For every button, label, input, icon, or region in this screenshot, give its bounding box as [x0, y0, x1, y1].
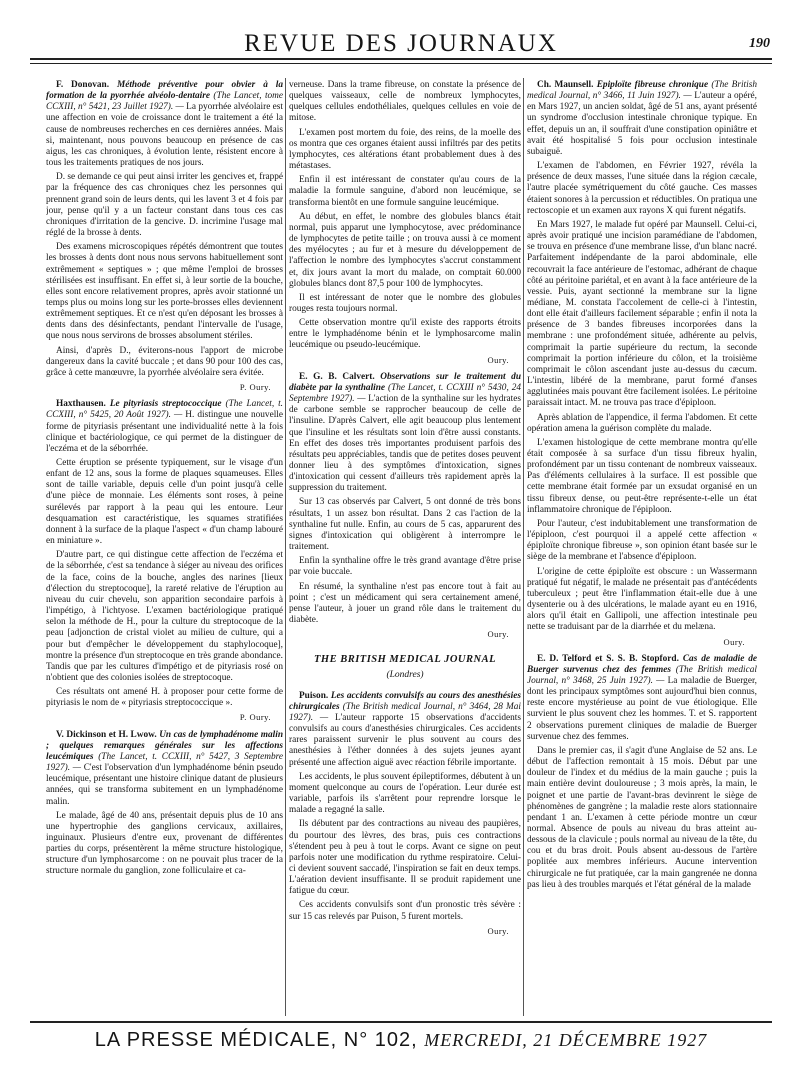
- article-paragraph: [46, 730, 283, 808]
- article-signature: Oury.: [487, 629, 509, 640]
- article-paragraph: Ils débutent par des contractions au niveau des paupières, du pourtour des lèvres, des bras, puis ces contractions s'étendent peu à peu à tout le corps. Avant ce signe on peut parfois noter une modification du rythme respiratoire. Celui-ci devient souvent saccadé, l'inspiration se fait en deux temps. L'aération devient insuffisante. Il se produit rapidement une fatigue du cœur.: [289, 819, 521, 897]
- article-title: Les accidents convulsifs au cours des anesthésies chirurgicales: [289, 690, 521, 712]
- article-reference: (The Lancet, t. CCXIII, n° 5425, 20 Août 1927). —: [46, 399, 283, 421]
- article-paragraph: Il est intéressant de noter que le nombre des globules rouges resta toujours normal.: [289, 292, 521, 314]
- column-divider: [285, 78, 286, 1016]
- column-divider: [523, 78, 524, 1016]
- article: [289, 691, 521, 937]
- article: [527, 80, 757, 648]
- article-authors: Ch. Maunsell.: [537, 80, 594, 90]
- article-paragraph: Dans le premier cas, il s'agit d'une Anglaise de 52 ans. Le début de l'affection remontait à 15 mois. Début par une douleur de l'index et du médius de la main gauche ; puis la main entière devint douloureuse ; 3 mois après, la main, le poignet et une partie de l'avant-bras devinrent le siège de phénomènes de gangrène ; la maladie reste alors stationnaire pendant 1 an. L'examen à cette période montre un cœur normal. Absence de pouls au niveau du bras atteint au-dessous de la clavicule ; pouls normal au niveau de la tête, du cou et du bras droit. Pouls absent au-dessous de l'artère poplitée aux membres inférieurs. Aucune intervention chirurgicale ne fut pratiquée, car la main gangrenée ne donna pas lieu à des troubles marqués et l'état général de la malade: [527, 745, 757, 890]
- article-authors: F. Donovan.: [56, 80, 110, 90]
- journal-section-title: THE BRITISH MEDICAL JOURNAL: [313, 654, 497, 666]
- article-paragraph: [527, 80, 757, 158]
- article-reference: (The Lancet, t. CCXIII n° 5430, 24 Septembre 1927). —: [289, 382, 521, 405]
- article-paragraph: [527, 654, 757, 743]
- article-paragraph-text: L'action de la synthaline sur les hydrates de carbone semble se rapprocher beaucoup de celle de l'insuline. D'après Calvert, elle agit beaucoup plus lentement que l'insuline et les résultats sont loin d'être aussi constants. En effet des doses très importantes produisent parfois des résultats peu appréciables, tandis que de petites doses peuvent donner lieu à des symptômes d'intoxication, signes d'intoxication qui cessent d'ailleurs très rapidement après la suppression du traitement.: [289, 394, 521, 494]
- journal-section-city: (Londres): [386, 669, 424, 680]
- article-reference: (The British medical Journal, n° 3464, 28 Mai 1927). —: [289, 701, 521, 723]
- column-2: [289, 80, 521, 1015]
- footer-date: MERCREDI, 21 DÉCEMBRE 1927: [424, 1030, 708, 1050]
- article-title: Cas de maladie de Buerger survenus chez des femmes: [527, 653, 757, 675]
- article-signature: P. Oury.: [239, 382, 271, 393]
- article: [46, 399, 283, 723]
- article-paragraph: [46, 80, 283, 169]
- article-signature: Oury.: [487, 354, 509, 365]
- article-paragraph: Après ablation de l'appendice, il ferma l'abdomen. Et cette opération amena la guérison complète du malade.: [527, 412, 757, 434]
- article-signature: P. Oury.: [239, 712, 271, 723]
- article-paragraph-text: L'auteur rapporte 15 observations d'accidents convulsifs au cours d'anesthésies chirurgicales. Ces accidents rares paraissent survenir le plus souvent au cours des anesthésies à l'éther données à des sujets jeunes ayant présenté une affection aiguë avec réaction fébrile importante.: [289, 712, 521, 768]
- article-paragraph: L'origine de cette épiploïte est obscure : un Wassermann pratiqué fut négatif, le malade ne présentait pas d'antécédents tuberculeux ; peut être l'inflammation était-elle due à une dysenterie ou à des ulcérations, le malade ayant eu en 1916, alors qu'il était en Gallipoli, une affection intestinale peu nette se traduisant par de la diarrhée et du melæna.: [527, 566, 757, 633]
- article-reference: (The Lancet, tome CCXIII, n° 5421, 23 Juillet 1927). —: [46, 91, 283, 113]
- article-title: Un cas de lymphadénome malin ; quelques remarques générales sur les affections leucémiques: [46, 729, 283, 762]
- header-rule-thin: [30, 63, 772, 64]
- article-paragraph: Ces accidents convulsifs sont d'un pronostic très sévère : sur 15 cas relevés par Puison, 5 furent mortels.: [289, 900, 521, 922]
- article-paragraph: Enfin il est intéressant de constater qu'au cours de la maladie la formule sanguine, d'abord non leucémique, se transforma bientôt en une formule sanguine leucémique.: [289, 175, 521, 208]
- article-title: Observations sur le traitement du diabète par la synthaline: [289, 371, 521, 393]
- article-paragraph-text: La pyorrhée alvéolaire est une affection en voie de croissance dont le traitement a été la cause de nombreuses recherches en ces dernières années. Mais si, maintenant, nous pouvons beaucoup en présence de cas aigus, les cas chroniques, à évolution lente, résistent encore à tous les traitements pratiques de nos jours.: [46, 102, 283, 169]
- article-authors: E. G. B. Calvert.: [299, 371, 375, 382]
- article-paragraph-text: La maladie de Buerger, dont les principaux symptômes sont aujourd'hui bien connus, reste encore mystérieuse au point de vue étiologique. Elle survient le plus souvent chez les hommes. T. et S. rapportent 2 observations purement cliniques de maladie de Buerger survenue chez des femmes.: [527, 675, 757, 742]
- footer-issue: N° 102,: [343, 1029, 418, 1051]
- article-paragraph: Ainsi, d'après D., éviterons-nous l'apport de microbe dangereux dans la cavité buccale ; et dans 90 pour 100 des cas, grâce à cette manœuvre, la pyorrhée alvéolaire sera évitée.: [46, 345, 283, 378]
- page-number: 190: [749, 36, 770, 51]
- article-paragraph: En Mars 1927, le malade fut opéré par Maunsell. Celui-ci, après avoir pratiqué une incision paramédiane de l'abdomen, se trouva en présence d'une membrane lisse, d'un blanc nacré. Parfaitement indépendante de la paroi abdominale, elle recouvrait la face antérieure de l'estomac, adhérant de chaque côté au péritoine pariétal, et en avant à la face antérieure de la vessie. Puis, ayant sectionné la membrane sur la ligne médiane, M. constata l'accolement de celle-ci à l'intestin, dont elle était d'ailleurs facilement séparable ; enfin il nota la présence de 3 bandes fibreuses incorporées dans la membrane : une profondément située, adhérente au pelvis, comprimait la partie supérieure du rectum, la seconde comprimait la portion inférieure du côlon, et la troisième comprimait le côlon ascendant juste au-dessus du cæcum. L'intestin, libéré de la membrane, parut formé d'anses agglutinées mais pouvant être facilement isolées. Le péritoine paraissait intact. M. ne trouva pas trace d'épiploon.: [527, 219, 757, 409]
- article: [527, 654, 757, 891]
- article-paragraph: En résumé, la synthaline n'est pas encore tout à fait au point ; c'est un médicament qui sera certainement amené, pense l'auteur, à jouer un grand rôle dans le traitement du diabète.: [289, 581, 521, 626]
- article-authors: E. D. Telford et S. S. B. Stopford.: [537, 653, 679, 664]
- page-header: [30, 26, 772, 60]
- column-1: [46, 80, 283, 1015]
- header-rule: [30, 58, 772, 60]
- article-reference: (The British medical Journal, n° 3468, 25 Juin 1927). —: [527, 664, 757, 686]
- article-paragraph: L'examen de l'abdomen, en Février 1927, révéla la présence de deux masses, l'une située dans la région cæcale, l'autre placée symétriquement du côté gauche. Ces masses étaient sonores à la percussion et réductibles. On pratiqua une rectoscopie et un examen aux rayons X qui furent négatifs.: [527, 161, 757, 216]
- article-paragraph: [289, 372, 521, 495]
- article-paragraph: L'examen post mortem du foie, des reins, de la moelle des os montra que ces organes étaient aussi infiltrés par des petits lymphocytes, ces altérations étant probablement dues à des métastases.: [289, 127, 521, 172]
- article-paragraph: Des examens microscopiques répétés démontrent que toutes les brosses à dents dont nous nous servons habituellement sont extrêmement « septiques » ; que même l'emploi de brosses stérilisées est insuffisant. En effet si, à leur sortie de la bouche, elles sont encore relativement propres, après avoir stationné un temps plus ou moins long sur les porte-brosses elles deviennent extrêmement septiques. Et ce n'est qu'en déposant les brosses à dents dans des désinfectants, pendant l'intervalle de l'usage, que nous nous servirons de brosses absolument stériles.: [46, 242, 283, 342]
- article-paragraph: Sur 13 cas observés par Calvert, 5 ont donné de très bons résultats, 1 un assez bon résultat. Dans 2 cas l'action de la synthaline fut nulle. Enfin, au cours de 5 cas, apparurent des signes d'intoxication qui obligèrent à interrompre le traitement.: [289, 497, 521, 553]
- page-footer: [30, 1021, 772, 1061]
- article-paragraph: Les accidents, le plus souvent épileptiformes, débutent à un moment quelconque au cours de l'opération. Leur durée est variable, parfois ils s'arrêtent pour reprendre lorsque le malade a regagné la salle.: [289, 771, 521, 816]
- article-reference: (The Lancet, t. CCXIII, n° 5427, 3 Septembre 1927). —: [46, 751, 283, 774]
- article: [289, 372, 521, 641]
- article-paragraph: Le malade, âgé de 40 ans, présentait depuis plus de 10 ans une hypertrophie des ganglions cervicaux, axillaires, inguinaux. Plusieurs d'entre eux, provenant de différentes parties du corps, présentèrent la même structure histologique, structure d'un lymphosarcome : on ne pouvait plus tracer de la structure normale du ganglion, zone folliculaire et ca-: [46, 810, 283, 877]
- article-paragraph-text: H. distingue une nouvelle forme de pityriasis présentant une individualité nette à la fois clinique et bactériologique, ce qui permet de la distinguer de l'eczéma et de la séborrhée.: [46, 410, 283, 454]
- footer-rule: [30, 1021, 772, 1023]
- article-title: Méthode préventive pour obvier à la formation de la pyorrhée alvéolo-dentaire: [46, 80, 283, 102]
- article-title: Épiploïte fibreuse chronique: [596, 80, 709, 90]
- article-paragraph: D'autre part, ce qui distingue cette affection de l'eczéma et de la séborrhée, c'est sa tendance à siéger au niveau des orifices de la face, coins de la bouche, angles des narines [lieux d'élection du streptocoque], la rareté relative de l'éruption au niveau du cuir chevelu, son apparition secondaire parfois à l'impétigo, à l'ichtyose. L'examen bactériologique pratiqué selon la méthode de H., pour la culture du streptocoque de la peau [adjonction de cristal violet au milieu de culture, qui a pour but d'empêcher le développement du staphylocoque], montre la présence d'un streptocoque en très grande abondance. Tandis que par les cultures d'impétigo et de pityriasis rosé on n'obtient que des colonies isolées de streptocoque.: [46, 550, 283, 683]
- article-authors: V. Dickinson et H. Lwow.: [56, 729, 157, 740]
- article-paragraph: [289, 691, 521, 769]
- article-signature: Oury.: [723, 636, 745, 647]
- page-header-title: REVUE DES JOURNAUX: [244, 30, 558, 57]
- article: [46, 80, 283, 393]
- article-paragraph-text: C'est l'observation d'un lymphadénome bénin pseudo leucémique, présentant une histoire clinique datant de plusieurs années, qui se transforma subitement en un lymphadénome malin.: [46, 763, 283, 807]
- article-paragraph: verneuse. Dans la trame fibreuse, on constate la présence de quelques vaisseaux, celle de nombreux lymphocytes, quelques cellules endothéliales, quelques cellules en voie de mitose.: [289, 80, 521, 124]
- footer-journal: LA PRESSE MÉDICALE,: [94, 1029, 338, 1051]
- footer-line: [30, 1029, 772, 1052]
- article-paragraph: Pour l'auteur, c'est indubitablement une transformation de l'épiploon, c'est pourquoi il a appelé cette affection « épiploïte chronique fibreuse », son opinion étant basée sur le siège de la membrane et l'absence d'épiploon.: [527, 518, 757, 563]
- article-paragraph: Cette observation montre qu'il existe des rapports étroits entre le lymphadénome bénin et le lymphosarcome malin leucémique ou pseudo-leucémique.: [289, 318, 521, 351]
- article-paragraph: D. se demande ce qui peut ainsi irriter les gencives et, frappé par la fréquence des cas chroniques chez les personnes qui prennent grand soin de leurs dents, qui les lavent 3 et 4 fois par jour, pense qu'il y a un facteur constant dans tous ces cas chroniques d'irritation de la gencive. D. incrimine l'usage mal réglé de la brosse à dents.: [46, 172, 283, 239]
- article-paragraph: Ces résultats ont amené H. à proposer pour cette forme de pityriasis le nom de « pityriasis streptococcique ».: [46, 687, 283, 709]
- article-paragraph: [46, 399, 283, 455]
- article-paragraph-text: L'auteur a opéré, en Mars 1927, un ancien soldat, âgé de 51 ans, ayant présenté un syndrome d'occlusion intestinale chronique typique. En effet, depuis un an, il souffrait d'une constipation opiniâtre et avait été hospitalisé 5 fois pour occlusion intestinale subaiguë.: [527, 91, 757, 157]
- article-paragraph: Enfin la synthaline offre le très grand avantage d'être prise par voie buccale.: [289, 556, 521, 578]
- article-title: Le pityriasis streptococcique: [109, 399, 222, 410]
- article-authors: Puison.: [299, 690, 329, 701]
- article: [46, 730, 283, 878]
- column-3: [527, 80, 757, 1015]
- article-reference: (The British medical Journal, n° 3466, 11 Juin 1927). —: [527, 80, 757, 102]
- article-authors: Haxthausen.: [56, 399, 106, 410]
- article-paragraph: L'examen histologique de cette membrane montra qu'elle était composée à sa surface d'un tissu fibreux hyalin, profondément par un tissu contenant de nombreux vaisseaux. Pas d'éléments cellulaires à la surface. Il est possible que cette membrane était formée par un exsudat organisé en un tissu fibreux dense, ou peut-être représente-t-elle un état inflammatoire chronique de l'épiploon.: [527, 437, 757, 515]
- article-paragraph: Cette éruption se présente typiquement, sur le visage d'un enfant de 12 ans, sous la forme de plaques squameuses. Elles sont de taille variable, depuis celle d'un point jusqu'à celle d'une pièce de monnaie. Les éléments sont roses, à peine surélevés par rapport à la peau qui les entoure. Leur desquamation est caractéristique, les squames stratifiées donnent à la surface de la plaque l'aspect « d'un champ labouré en miniature ».: [46, 458, 283, 547]
- article-signature: Oury.: [487, 925, 509, 936]
- article-paragraph: Au début, en effet, le nombre des globules blancs était normal, puis apparut une lymphocytose, avec prédominance de lymphocytes de petite taille ; on trouva aussi à ce moment des myélocytes ; au fur et à mesure du développement de l'affection le nombre des lymphocytes s'accrut constamment et, dix jours avant la mort du malade, on comptait 60.000 globules blancs dont 87,5 pour 100 de lymphocytes.: [289, 211, 521, 289]
